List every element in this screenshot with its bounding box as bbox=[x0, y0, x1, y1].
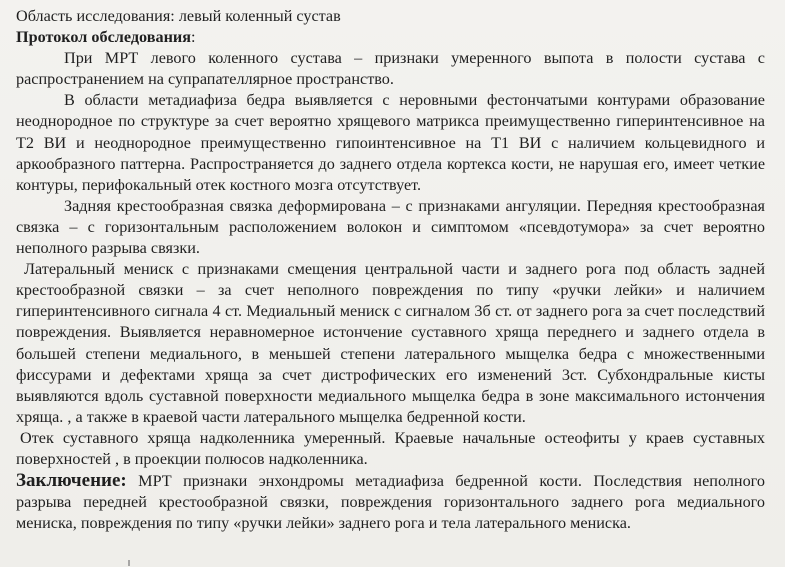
conclusion-text: МРТ признаки энхондромы метадиафиза бедренной кости. Последствия неполного разрыва передней крестообразной связки, повреждения горизонтального заднего рога медиального мениска, повреждения по типу «ручки лейки» заднего рога и тела латерального мениска. bbox=[16, 472, 765, 533]
paragraph-patella: Отек суставного хряща надколенника умеренный. Краевые начальные остеофиты у краев суставных поверхностей , в проекции полюсов надколенника. bbox=[16, 428, 765, 468]
study-area-line: Область исследования: левый коленный сустав bbox=[16, 7, 341, 25]
paragraph-ligaments: Задняя крестообразная связка деформирована – с признаками ангуляции. Передняя крестообразная связка – с горизонтальным расположением волокон и симптомом «псевдотумора» за счет вероятно неполного разрыва связки. bbox=[16, 196, 765, 258]
paragraph-effusion: При МРТ левого коленного сустава – признаки умеренного выпота в полости сустава с распространением на супрапателлярное пространство. bbox=[16, 49, 765, 89]
conclusion-paragraph bbox=[16, 470, 765, 534]
conclusion-label: Заключение: bbox=[16, 470, 127, 492]
protocol-colon: : bbox=[190, 28, 196, 47]
protocol-label: Протокол обследования bbox=[16, 28, 191, 47]
protocol-heading bbox=[16, 27, 765, 48]
paragraph-metadiaphysis: В области метадиафиза бедра выявляется с неровными фестончатыми контурами образование неоднородное по структуре за счет вероятно хрящевого матрикса преимущественно гиперинтенсивное на Т2 ВИ и неоднородное преимущественно гипоинтенсивное на Т1 ВИ с наличием кольцевидного и аркообразного паттерна. Распространяется до заднего отдела кортекса кости, не нарушая его, имеет четкие контуры, перифокальный отек костного мозга отсутствует. bbox=[16, 91, 765, 194]
scan-mark bbox=[128, 560, 130, 566]
paragraph-menisci: Латеральный мениск с признаками смещения центральной части и заднего рога под область задней крестообразной связки – за счет неполного повреждения по типу «ручки лейки» и наличием гиперинтенсивного сигнала 4 ст. Медиальный мениск с сигналом 3б ст. от заднего рога за счет последствий повреждения. Выявляется неравномерное истончение суставного хряща переднего и заднего отдела в большей степени медиального, в меньшей степени латерального мыщелка бедра с множественными фиссурами и дефектами хряща за счет дистрофических его изменений 3ст. Субхондральные кисты выявляются вдоль суставной поверхности медиального мыщелка бедра в зоне максимального истончения хряща. , а также в краевой части латерального мыщелка бедренной кости. bbox=[16, 260, 765, 426]
